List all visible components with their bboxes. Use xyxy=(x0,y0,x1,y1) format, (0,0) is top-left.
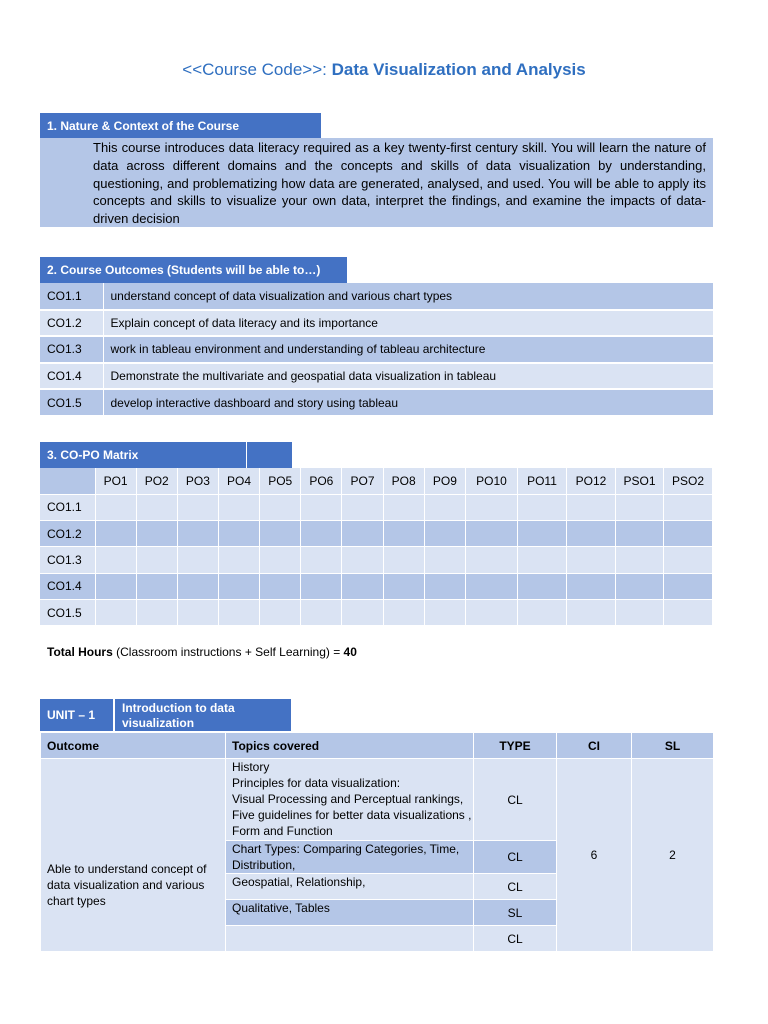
topic-cell xyxy=(226,874,474,900)
matrix-cell xyxy=(383,521,424,547)
unit-label: UNIT – 1 xyxy=(40,699,113,731)
matrix-row-header: CO1.2 xyxy=(40,521,95,547)
topic-line: Chart Types: Comparing Categories, Time, Distribution, xyxy=(232,842,460,872)
matrix-cell xyxy=(466,521,518,547)
matrix-cell xyxy=(466,599,518,625)
unit-header-topics: Topics covered xyxy=(226,733,474,759)
unit-header-row xyxy=(41,733,714,759)
matrix-column-header: PO8 xyxy=(383,468,424,494)
unit-header-type: TYPE xyxy=(474,733,557,759)
matrix-cell xyxy=(424,547,465,573)
topic-line: Qualitative, Tables xyxy=(232,901,330,915)
matrix-cell xyxy=(301,547,342,573)
total-hours-label: Total Hours xyxy=(47,645,113,659)
matrix-cell xyxy=(218,573,259,599)
matrix-column-header: PO5 xyxy=(260,468,301,494)
topic-line: Visual Processing and Perceptual rankings, Five guidelines for better data visualizations , Form and Function xyxy=(232,792,472,838)
topic-type: CL xyxy=(474,759,557,841)
course-outcomes-table xyxy=(40,283,713,417)
matrix-row xyxy=(40,599,713,625)
matrix-cell xyxy=(518,573,567,599)
matrix-cell xyxy=(95,599,136,625)
matrix-cell xyxy=(567,573,616,599)
topic-row xyxy=(41,759,714,841)
topic-line: Principles for data visualization: xyxy=(232,776,401,790)
matrix-cell xyxy=(177,547,218,573)
matrix-cell xyxy=(95,494,136,520)
page-title xyxy=(0,60,768,80)
matrix-cell xyxy=(218,494,259,520)
matrix-cell xyxy=(664,521,713,547)
course-name: Data Visualization and Analysis xyxy=(331,60,586,79)
unit-sl: 2 xyxy=(632,759,714,952)
matrix-cell xyxy=(136,599,177,625)
outcome-row xyxy=(40,389,713,416)
nature-text: This course introduces data literacy required as a key twenty-first century skill. You will learn the nature of data across different domains and the concepts and skills of data visualization by understanding, questioning, and problematizing how data are generated, analysed, and used. You will be able to apply its concepts and skills to visualize your own data, interpret the findings, and examine the impacts of data-driven decision xyxy=(93,140,706,227)
matrix-cell xyxy=(466,573,518,599)
matrix-column-header: PO11 xyxy=(518,468,567,494)
section-heading-nature: 1. Nature & Context of the Course xyxy=(40,113,321,138)
matrix-row-header: CO1.1 xyxy=(40,494,95,520)
matrix-row-header: CO1.4 xyxy=(40,573,95,599)
matrix-cell xyxy=(342,494,383,520)
matrix-column-header: PSO2 xyxy=(664,468,713,494)
matrix-cell xyxy=(616,599,664,625)
matrix-cell xyxy=(518,599,567,625)
topic-cell xyxy=(226,759,474,841)
topic-line: History xyxy=(232,760,270,774)
matrix-cell xyxy=(664,573,713,599)
matrix-row-header: CO1.5 xyxy=(40,599,95,625)
matrix-cell xyxy=(424,494,465,520)
outcome-row xyxy=(40,336,713,363)
outcome-row xyxy=(40,310,713,337)
unit-header-ci: CI xyxy=(557,733,632,759)
outcome-text: work in tableau environment and understanding of tableau architecture xyxy=(103,336,713,363)
matrix-cell xyxy=(466,547,518,573)
course-code-prefix: <<Course Code>>: xyxy=(182,60,332,79)
co-po-matrix-table xyxy=(40,468,713,626)
topic-cell xyxy=(226,926,474,952)
matrix-cell xyxy=(260,494,301,520)
matrix-cell xyxy=(567,494,616,520)
matrix-cell xyxy=(518,494,567,520)
section-heading-copo: 3. CO-PO Matrix xyxy=(40,442,246,468)
matrix-cell xyxy=(136,494,177,520)
outcome-row xyxy=(40,283,713,310)
matrix-cell xyxy=(136,547,177,573)
outcome-text: Demonstrate the multivariate and geospatial data visualization in tableau xyxy=(103,363,713,390)
matrix-cell xyxy=(95,521,136,547)
matrix-cell xyxy=(301,521,342,547)
matrix-cell xyxy=(383,494,424,520)
outcome-code: CO1.1 xyxy=(40,283,103,310)
topic-type: SL xyxy=(474,900,557,926)
unit-title: Introduction to data visualization xyxy=(115,699,291,731)
matrix-column-header: PO2 xyxy=(136,468,177,494)
matrix-cell xyxy=(177,521,218,547)
matrix-cell xyxy=(567,547,616,573)
unit-1-table xyxy=(40,732,714,952)
outcome-text: develop interactive dashboard and story using tableau xyxy=(103,389,713,416)
matrix-cell xyxy=(383,599,424,625)
matrix-cell xyxy=(342,521,383,547)
matrix-column-header: PO10 xyxy=(466,468,518,494)
unit-header-sl: SL xyxy=(632,733,714,759)
outcome-code: CO1.2 xyxy=(40,310,103,337)
total-hours-value: 40 xyxy=(343,645,357,659)
matrix-column-header: PO7 xyxy=(342,468,383,494)
matrix-cell xyxy=(616,494,664,520)
matrix-cell xyxy=(260,521,301,547)
outcome-text: understand concept of data visualization and various chart types xyxy=(103,283,713,310)
matrix-column-header: PO9 xyxy=(424,468,465,494)
matrix-cell xyxy=(518,521,567,547)
unit-ci: 6 xyxy=(557,759,632,952)
matrix-cell xyxy=(95,573,136,599)
matrix-column-header: PO12 xyxy=(567,468,616,494)
matrix-cell xyxy=(466,494,518,520)
matrix-column-header: PO4 xyxy=(218,468,259,494)
topic-cell xyxy=(226,900,474,926)
matrix-cell xyxy=(177,599,218,625)
section-heading-copo-extra xyxy=(247,442,292,468)
topic-type: CL xyxy=(474,926,557,952)
topic-type: CL xyxy=(474,841,557,874)
matrix-cell xyxy=(260,573,301,599)
outcome-code: CO1.5 xyxy=(40,389,103,416)
matrix-cell xyxy=(177,573,218,599)
matrix-row xyxy=(40,494,713,520)
matrix-cell xyxy=(301,573,342,599)
matrix-row xyxy=(40,521,713,547)
matrix-row xyxy=(40,573,713,599)
matrix-cell xyxy=(424,521,465,547)
matrix-cell xyxy=(342,573,383,599)
matrix-column-header: PO3 xyxy=(177,468,218,494)
topic-type: CL xyxy=(474,874,557,900)
matrix-cell xyxy=(136,573,177,599)
matrix-cell xyxy=(342,599,383,625)
matrix-cell xyxy=(95,547,136,573)
unit-header-outcome: Outcome xyxy=(41,733,226,759)
matrix-cell xyxy=(616,521,664,547)
matrix-cell xyxy=(218,521,259,547)
matrix-cell xyxy=(616,573,664,599)
outcome-row xyxy=(40,363,713,390)
matrix-cell xyxy=(136,521,177,547)
matrix-cell xyxy=(616,547,664,573)
matrix-cell xyxy=(424,573,465,599)
matrix-column-header: PO6 xyxy=(301,468,342,494)
matrix-row-header: CO1.3 xyxy=(40,547,95,573)
matrix-cell xyxy=(218,547,259,573)
matrix-cell xyxy=(260,599,301,625)
topic-cell xyxy=(226,841,474,874)
outcome-code: CO1.3 xyxy=(40,336,103,363)
matrix-cell xyxy=(301,599,342,625)
matrix-cell xyxy=(567,599,616,625)
matrix-cell xyxy=(424,599,465,625)
matrix-cell xyxy=(664,494,713,520)
matrix-cell xyxy=(518,547,567,573)
matrix-cell xyxy=(664,547,713,573)
matrix-cell xyxy=(301,494,342,520)
total-hours xyxy=(47,645,357,659)
matrix-cell xyxy=(567,521,616,547)
matrix-column-header: PSO1 xyxy=(616,468,664,494)
section-heading-outcomes: 2. Course Outcomes (Students will be able to…) xyxy=(40,257,347,283)
outcome-text: Explain concept of data literacy and its importance xyxy=(103,310,713,337)
matrix-cell xyxy=(260,547,301,573)
unit-outcome: Able to understand concept of data visualization and various chart types xyxy=(41,759,226,952)
total-hours-detail: (Classroom instructions + Self Learning) = xyxy=(112,645,344,659)
matrix-cell xyxy=(664,599,713,625)
matrix-cell xyxy=(383,573,424,599)
topic-line: Geospatial, Relationship, xyxy=(232,875,366,889)
matrix-column-header: PO1 xyxy=(95,468,136,494)
matrix-corner xyxy=(40,468,95,494)
matrix-cell xyxy=(218,599,259,625)
matrix-cell xyxy=(177,494,218,520)
matrix-cell xyxy=(383,547,424,573)
matrix-row xyxy=(40,547,713,573)
outcome-code: CO1.4 xyxy=(40,363,103,390)
matrix-cell xyxy=(342,547,383,573)
